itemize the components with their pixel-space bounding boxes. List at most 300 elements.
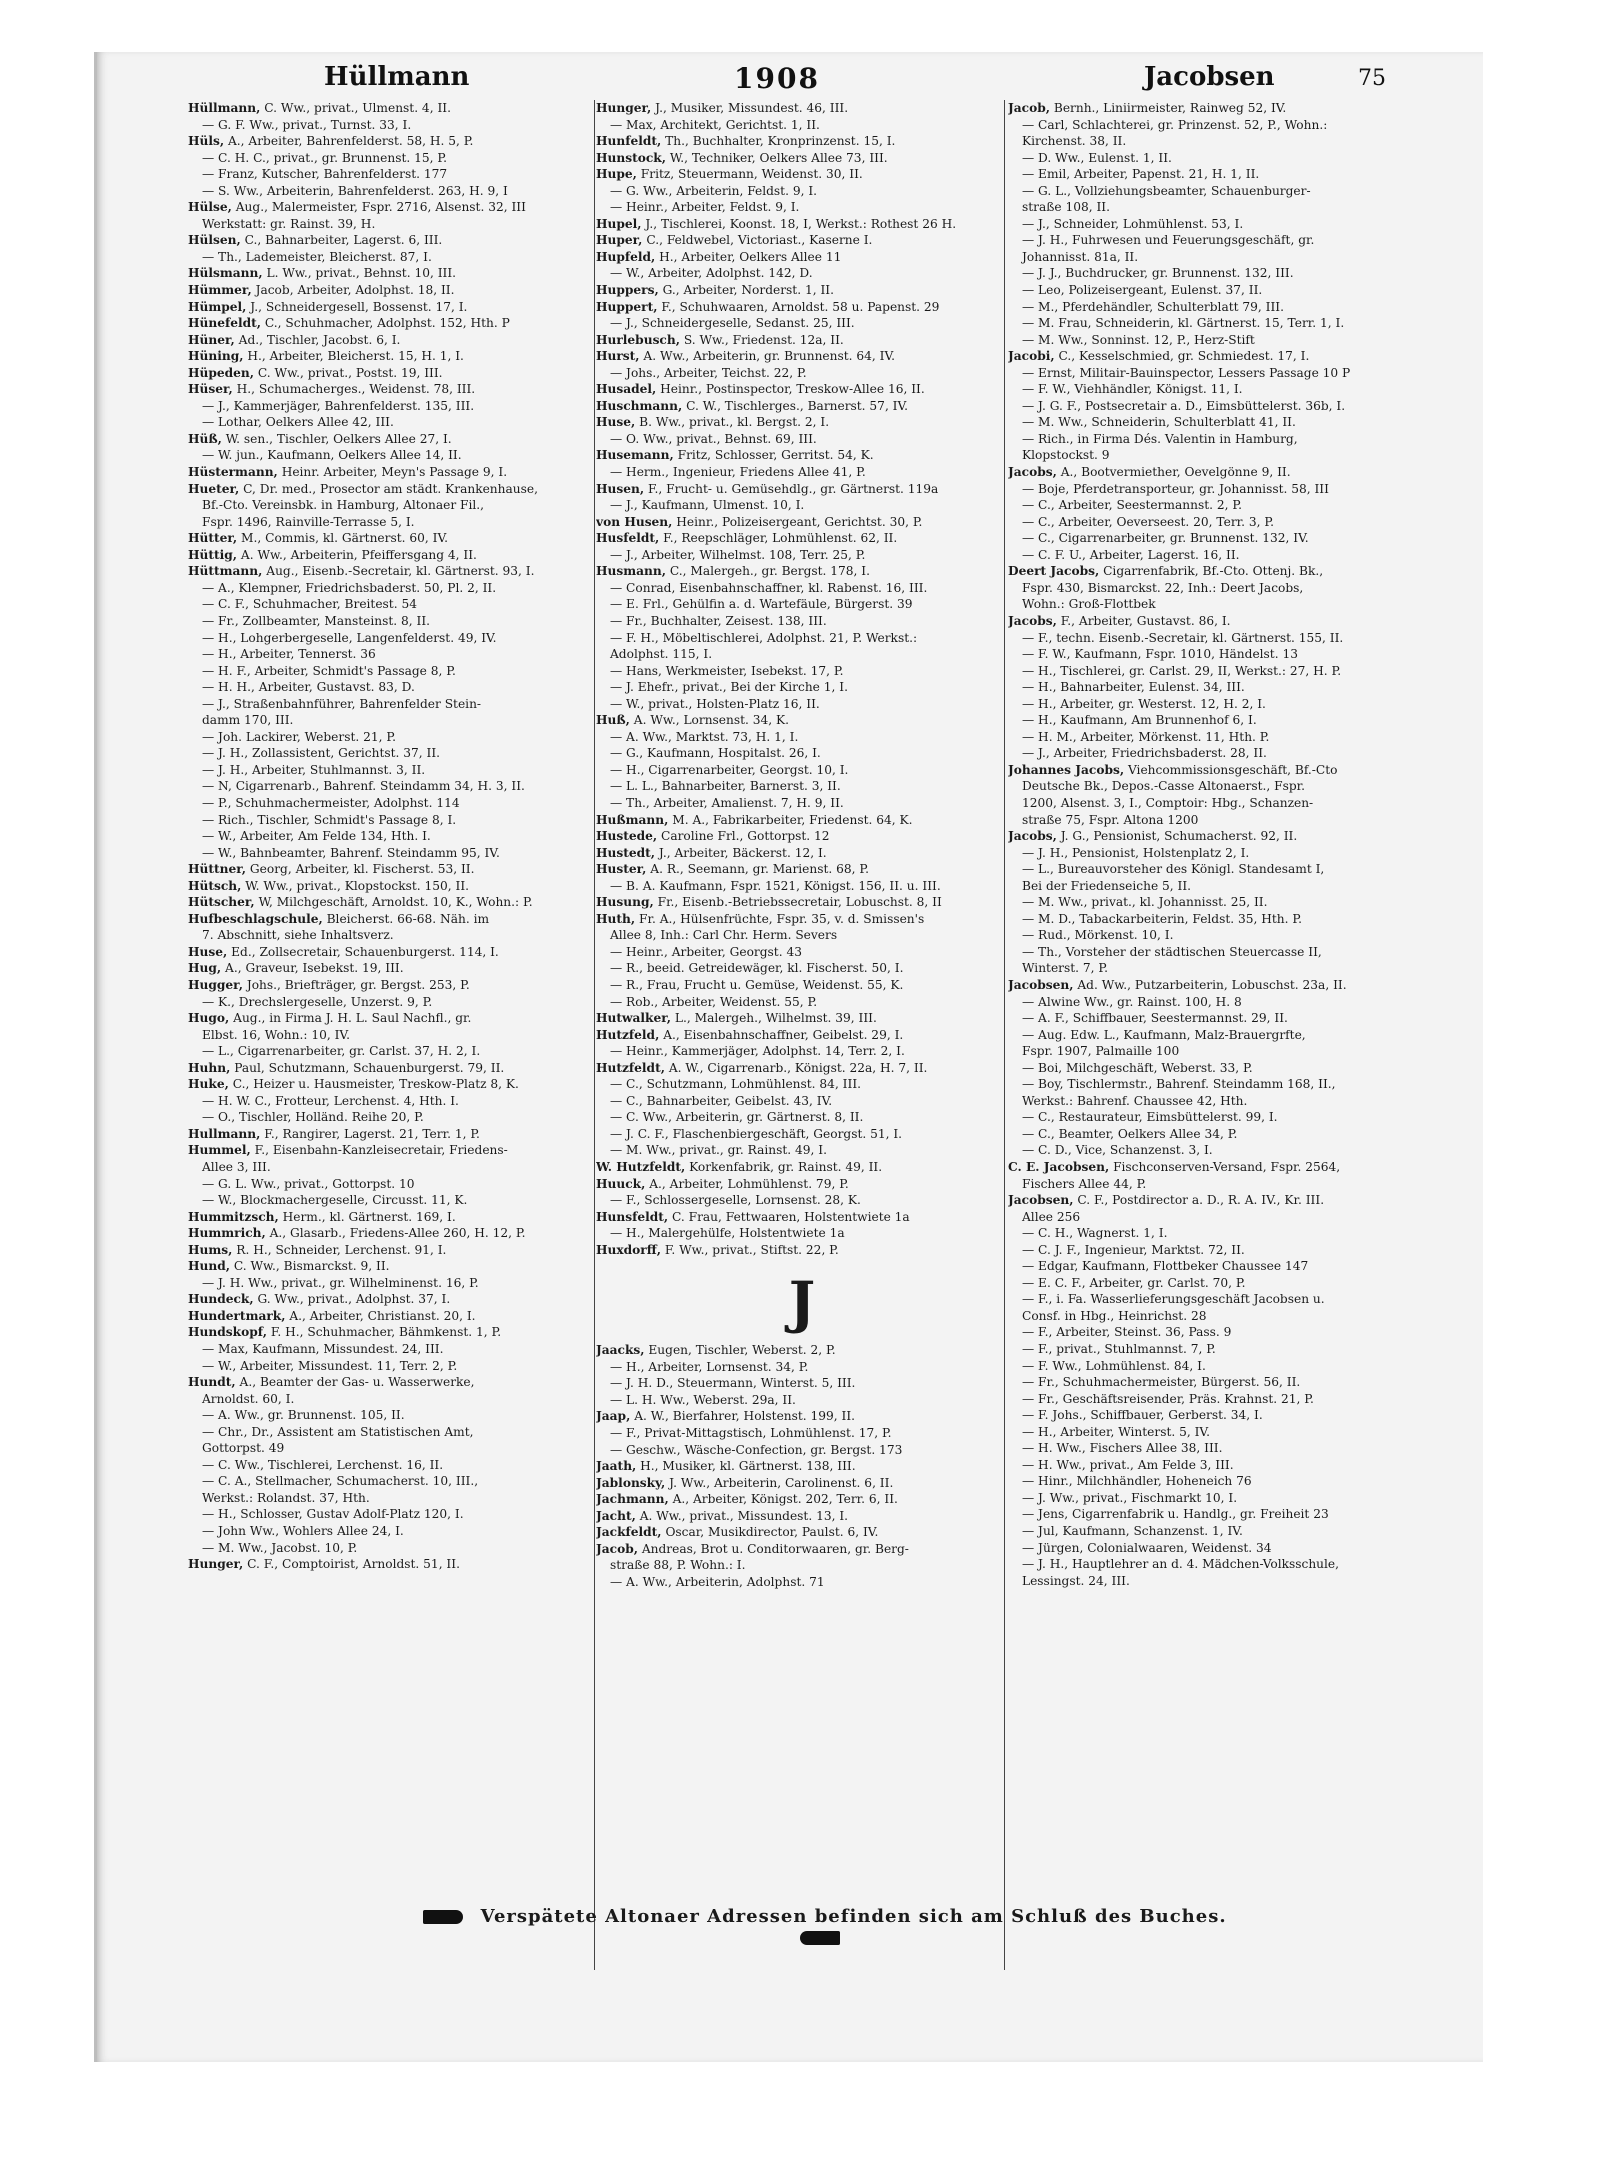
- entry-surname: Hustede,: [596, 829, 658, 844]
- entry-surname: Hullmann,: [188, 1126, 261, 1141]
- entry-details: C., Heizer u. Hausmeister, Treskow-Platz 8, K.: [232, 1077, 519, 1092]
- pointing-hand-icon: [423, 1910, 463, 1924]
- entry-surname: Jaath,: [596, 1459, 637, 1474]
- directory-sub-entry: — W. jun., Kaufmann, Oelkers Allee 14, II.: [202, 448, 462, 463]
- directory-entry: [596, 845, 1008, 862]
- directory-sub-entry: — J., Schneidergeselle, Sedanst. 25, III.: [610, 316, 855, 331]
- entry-details: A., Bootvermiether, Oevelgönne 9, II.: [1060, 465, 1291, 480]
- entry-continuation: Werkst.: Bahrenf. Chaussee 42, Hth.: [1022, 1093, 1248, 1108]
- entry-details: M. A., Fabrikarbeiter, Friedenst. 64, K.: [672, 812, 913, 827]
- entry-details: C, Dr. med., Prosector am städt. Krankenhause,: [243, 481, 538, 496]
- directory-sub-entry: — G. L., Vollziehungsbeamter, Schauenburger-: [1022, 183, 1311, 198]
- directory-sub-entry: — O. Ww., privat., Behnst. 69, III.: [610, 431, 817, 446]
- directory-sub-entry: — H., Arbeiter, Tennerst. 36: [202, 647, 376, 662]
- directory-entry: [596, 232, 1008, 249]
- entry-continuation: Arnoldst. 60, I.: [202, 1391, 295, 1406]
- directory-sub-entry: — J. J., Buchdrucker, gr. Brunnenst. 132, III.: [1022, 266, 1294, 281]
- section-letter: J: [788, 1270, 816, 1337]
- directory-sub-entry: — J., Arbeiter, Friedrichsbaderst. 28, II.: [1022, 746, 1267, 761]
- directory-entry: [188, 365, 600, 382]
- directory-entry: [596, 348, 1008, 365]
- directory-entry: [188, 1142, 600, 1159]
- entry-details: F. Ww., privat., Stiftst. 22, P.: [664, 1242, 839, 1257]
- entry-details: A. Ww., Lornsenst. 34, K.: [633, 713, 790, 728]
- directory-entry: [596, 1027, 1008, 1044]
- entry-details: J. G., Pensionist, Schumacherst. 92, II.: [1060, 829, 1298, 844]
- directory-entry: [596, 398, 1008, 415]
- directory-entry: [188, 381, 600, 398]
- directory-entry: [188, 299, 600, 316]
- directory-entry: [596, 563, 1008, 580]
- entry-details: Jacob, Arbeiter, Adolphst. 18, II.: [255, 283, 455, 298]
- entry-surname: Hufbeschlagschule,: [188, 911, 323, 926]
- entry-details: Paul, Schutzmann, Schauenburgerst. 79, II.: [234, 1060, 505, 1075]
- directory-sub-entry: — Joh. Lackirer, Weberst. 21, P.: [202, 729, 396, 744]
- entry-continuation: Allee 8, Inh.: Carl Chr. Herm. Severs: [610, 928, 838, 943]
- entry-continuation: Fischers Allee 44, P.: [1022, 1176, 1147, 1191]
- entry-details: A. Ww., Arbeiterin, gr. Brunnenst. 64, IV.: [643, 349, 896, 364]
- directory-sub-entry: — F., techn. Eisenb.-Secretair, kl. Gärtnerst. 155, II.: [1022, 630, 1344, 645]
- directory-sub-entry: — J., Kammerjäger, Bahrenfelderst. 135, III.: [202, 398, 475, 413]
- directory-sub-entry: — W., Arbeiter, Adolphst. 142, D.: [610, 266, 813, 281]
- entry-continuation: Deutsche Bk., Depos.-Casse Altonaerst., Fspr.: [1022, 779, 1306, 794]
- directory-entry: [1008, 1159, 1398, 1176]
- entry-details: A., Arbeiter, Christianst. 20, I.: [289, 1308, 476, 1323]
- directory-sub-entry: — Heinr., Kammerjäger, Adolphst. 14, Terr. 2, I.: [610, 1044, 905, 1059]
- directory-entry: [596, 133, 1008, 150]
- entry-surname: Huschmann,: [596, 398, 683, 413]
- entry-surname: Hugger,: [188, 977, 243, 992]
- entry-details: B. Ww., privat., kl. Bergst. 2, I.: [639, 415, 830, 430]
- directory-sub-entry: — A., Klempner, Friedrichsbaderst. 50, Pl. 2, II.: [202, 580, 497, 595]
- directory-entry: [596, 249, 1008, 266]
- entry-surname: Hunstock,: [596, 150, 666, 165]
- directory-sub-entry: — Fr., Zollbeamter, Mansteinst. 8, II.: [202, 613, 431, 628]
- entry-continuation: Allee 256: [1022, 1209, 1081, 1224]
- entry-details: Fritz, Steuermann, Weidenst. 30, II.: [640, 167, 863, 182]
- directory-entry: [596, 299, 1008, 316]
- entry-details: Bleicherst. 66-68. Näh. im: [326, 911, 490, 926]
- directory-sub-entry: — L. H. Ww., Weberst. 29a, II.: [610, 1392, 796, 1407]
- entry-surname: Hunfeldt,: [596, 134, 662, 149]
- directory-entry: [188, 265, 600, 282]
- entry-details: C. Ww., privat., Postst. 19, III.: [257, 365, 443, 380]
- entry-continuation: Johannisst. 81a, II.: [1022, 249, 1139, 264]
- directory-column-2: [596, 100, 1008, 1985]
- directory-sub-entry: — N, Cigarrenarb., Bahrenf. Steindamm 34, H. 3, II.: [202, 779, 525, 794]
- directory-entry: [188, 464, 600, 481]
- entry-surname: Hünefeldt,: [188, 316, 262, 331]
- entry-surname: Jacobi,: [1008, 349, 1055, 364]
- directory-entry: [188, 332, 600, 349]
- directory-sub-entry: — Alwine Ww., gr. Rainst. 100, H. 8: [1022, 994, 1242, 1009]
- directory-sub-entry: — Hans, Werkmeister, Isebekst. 17, P.: [610, 663, 844, 678]
- entry-surname: Hupfeld,: [596, 249, 656, 264]
- entry-details: C. F., Comptoirist, Arnoldst. 51, II.: [247, 1557, 460, 1572]
- directory-sub-entry: — G., Kaufmann, Hospitalst. 26, I.: [610, 746, 821, 761]
- directory-entry: [596, 911, 1008, 928]
- directory-entry: [188, 1225, 600, 1242]
- entry-surname: Jacobs,: [1008, 613, 1057, 628]
- entry-details: A., Arbeiter, Königst. 202, Terr. 6, II.: [672, 1492, 898, 1507]
- directory-entry: [188, 199, 600, 216]
- directory-sub-entry: — C., Beamter, Oelkers Allee 34, P.: [1022, 1126, 1238, 1141]
- entry-continuation: Wohn.: Groß-Flottbek: [1022, 597, 1156, 612]
- directory-sub-entry: — H., Kaufmann, Am Brunnenhof 6, I.: [1022, 713, 1257, 728]
- directory-sub-entry: — Hinr., Milchhändler, Hoheneich 76: [1022, 1474, 1252, 1489]
- directory-sub-entry: — A. Ww., Marktst. 73, H. 1, I.: [610, 729, 799, 744]
- directory-entry: [596, 812, 1008, 829]
- entry-details: Fischconserven-Versand, Fspr. 2564,: [1113, 1160, 1341, 1174]
- entry-details: Fr., Eisenb.-Betriebssecretair, Lobuschst. 8, II: [657, 895, 942, 910]
- entry-details: A. W., Cigarrenarb., Königst. 22a, H. 7, II.: [668, 1060, 928, 1075]
- entry-surname: Huth,: [596, 911, 636, 926]
- directory-sub-entry: — Fr., Schuhmachermeister, Bürgerst. 56, II.: [1022, 1375, 1301, 1390]
- directory-entry: [188, 481, 600, 498]
- directory-sub-entry: — Rich., in Firma Dés. Valentin in Hamburg,: [1022, 431, 1298, 446]
- entry-surname: Hütter,: [188, 531, 238, 546]
- entry-surname: Hümmer,: [188, 283, 252, 298]
- entry-details: W., Techniker, Oelkers Allee 73, III.: [669, 150, 888, 165]
- entry-surname: Hustedt,: [596, 845, 656, 860]
- entry-surname: Hülsmann,: [188, 266, 263, 281]
- entry-continuation: Bei der Friedenseiche 5, II.: [1022, 878, 1192, 893]
- entry-surname: Jacob,: [1008, 101, 1050, 115]
- directory-entry: [596, 828, 1008, 845]
- directory-sub-entry: — Emil, Arbeiter, Papenst. 21, H. 1, II.: [1022, 167, 1260, 182]
- directory-sub-entry: — J. H., Pensionist, Holstenplatz 2, I.: [1022, 845, 1250, 860]
- entry-continuation: Klopstockst. 9: [1022, 448, 1110, 463]
- entry-details: Ad. Ww., Putzarbeiterin, Lobuschst. 23a, II.: [1077, 977, 1347, 992]
- directory-entry: [188, 282, 600, 299]
- entry-details: M., Commis, kl. Gärtnerst. 60, IV.: [241, 531, 448, 546]
- entry-details: H., Arbeiter, Bleicherst. 15, H. 1, I.: [247, 349, 464, 364]
- directory-sub-entry: — A. F., Schiffbauer, Seestermannst. 29, II.: [1022, 1011, 1288, 1026]
- directory-sub-entry: — H., Arbeiter, Lornsenst. 34, P.: [610, 1359, 809, 1374]
- directory-sub-entry: — C., Cigarrenarbeiter, gr. Brunnenst. 132, IV.: [1022, 531, 1309, 546]
- directory-sub-entry: — W., Bahnbeamter, Bahrenf. Steindamm 95, IV.: [202, 845, 500, 860]
- entry-surname: Hüpeden,: [188, 365, 255, 380]
- directory-sub-entry: — C., Arbeiter, Seestermannst. 2, P.: [1022, 498, 1242, 513]
- entry-surname: Huppert,: [596, 299, 658, 314]
- directory-entry: [596, 282, 1008, 299]
- directory-entry: [596, 1508, 1008, 1525]
- entry-details: Korkenfabrik, gr. Rainst. 49, II.: [689, 1160, 883, 1174]
- directory-sub-entry: — F., Schlossergeselle, Lornsenst. 28, K.: [610, 1193, 861, 1208]
- entry-details: W. sen., Tischler, Oelkers Allee 27, I.: [225, 431, 452, 446]
- directory-entry: [1008, 348, 1398, 365]
- entry-continuation: straße 88, P. Wohn.: I.: [610, 1558, 746, 1573]
- directory-sub-entry: — J. H., Fuhrwesen und Feuerungsgeschäft, gr.: [1022, 233, 1315, 248]
- entry-details: Fritz, Schlosser, Gerritst. 54, K.: [677, 448, 874, 463]
- directory-sub-entry: — Jens, Cigarrenfabrik u. Handlg., gr. Freiheit 23: [1022, 1507, 1329, 1522]
- directory-entry: [188, 1324, 600, 1341]
- entry-surname: Hüttig,: [188, 547, 238, 562]
- entry-continuation: Fspr. 1907, Palmaille 100: [1022, 1044, 1180, 1059]
- directory-sub-entry: — J., Schneider, Lohmühlenst. 53, I.: [1022, 216, 1244, 231]
- directory-sub-entry: — P., Schuhmachermeister, Adolphst. 114: [202, 795, 460, 810]
- entry-surname: Hug,: [188, 961, 222, 976]
- directory-sub-entry: — C. H. C., privat., gr. Brunnenst. 15, P.: [202, 150, 447, 165]
- entry-details: Cigarrenfabrik, Bf.-Cto. Ottenj. Bk.,: [1103, 564, 1324, 579]
- entry-continuation: Werkst.: Rolandst. 37, Hth.: [202, 1490, 370, 1505]
- entry-details: F., Frucht- u. Gemüsehdlg., gr. Gärtnerst. 119a: [647, 481, 939, 496]
- directory-sub-entry: — Aug. Edw. L., Kaufmann, Malz-Brauergrfte,: [1022, 1027, 1306, 1042]
- entry-surname: Jacobsen,: [1008, 977, 1074, 992]
- directory-sub-entry: — F., Arbeiter, Steinst. 36, Pass. 9: [1022, 1325, 1232, 1340]
- entry-details: Eugen, Tischler, Weberst. 2, P.: [648, 1343, 836, 1358]
- entry-surname: Jacob,: [596, 1541, 638, 1556]
- entry-continuation: Lessingst. 24, III.: [1022, 1573, 1130, 1588]
- directory-sub-entry: — M. Ww., Schneiderin, Schulterblatt 41, II.: [1022, 415, 1296, 430]
- directory-entry: [188, 1060, 600, 1077]
- entry-details: Georg, Arbeiter, kl. Fischerst. 53, II.: [249, 862, 475, 877]
- entry-details: C., Feldwebel, Victoriast., Kaserne I.: [646, 233, 873, 248]
- entry-continuation: Elbst. 16, Wohn.: 10, IV.: [202, 1027, 350, 1042]
- directory-sub-entry: — Conrad, Eisenbahnschaffner, kl. Rabenst. 16, III.: [610, 580, 928, 595]
- directory-sub-entry: — F. W., Viehhändler, Königst. 11, I.: [1022, 382, 1243, 397]
- directory-entry: [596, 1408, 1008, 1425]
- directory-entry: [188, 1258, 600, 1275]
- directory-sub-entry: — H., Bahnarbeiter, Eulenst. 34, III.: [1022, 680, 1245, 695]
- directory-sub-entry: — J., Kaufmann, Ulmenst. 10, I.: [610, 498, 805, 513]
- entry-surname: C. E. Jacobsen,: [1008, 1160, 1110, 1174]
- directory-entry: [1008, 464, 1398, 481]
- directory-entry: [188, 1291, 600, 1308]
- directory-sub-entry: — F. Ww., Lohmühlenst. 84, I.: [1022, 1358, 1206, 1373]
- entry-details: J., Schneidergesell, Bossenst. 17, I.: [250, 299, 468, 314]
- entry-continuation: Kirchenst. 38, II.: [1022, 134, 1127, 149]
- entry-surname: Hütscher,: [188, 895, 255, 910]
- entry-details: A. Ww., Arbeiterin, Pfeiffersgang 4, II.: [240, 547, 477, 562]
- entry-continuation: Gottorpst. 49: [202, 1441, 285, 1456]
- directory-entry: [1008, 762, 1398, 779]
- directory-sub-entry: — M. Ww., Jacobst. 10, P.: [202, 1540, 358, 1555]
- directory-entry: [596, 530, 1008, 547]
- entry-surname: Huke,: [188, 1077, 229, 1092]
- directory-sub-entry: — B. A. Kaufmann, Fspr. 1521, Königst. 156, II. u. III.: [610, 878, 941, 893]
- directory-sub-entry: — Fr., Geschäftsreisender, Präs. Krahnst. 21, P.: [1022, 1391, 1314, 1406]
- directory-sub-entry: — J., Arbeiter, Wilhelmst. 108, Terr. 25, P.: [610, 547, 866, 562]
- directory-sub-entry: — S. Ww., Arbeiterin, Bahrenfelderst. 263, H. 9, I: [202, 183, 508, 198]
- entry-details: J. Ww., Arbeiterin, Carolinenst. 6, II.: [669, 1475, 894, 1490]
- directory-sub-entry: — Th., Lademeister, Bleicherst. 87, I.: [202, 249, 432, 264]
- directory-sub-entry: — H. M., Arbeiter, Mörkenst. 11, Hth. P.: [1022, 729, 1270, 744]
- directory-entry: [596, 332, 1008, 349]
- directory-sub-entry: — A. Ww., Arbeiterin, Adolphst. 71: [610, 1574, 825, 1589]
- directory-sub-entry: — Max, Architekt, Gerichtst. 1, II.: [610, 117, 820, 132]
- entry-details: Heinr., Postinspector, Treskow-Allee 16, II.: [660, 382, 925, 397]
- directory-sub-entry: — Heinr., Arbeiter, Georgst. 43: [610, 944, 802, 959]
- entry-details: Bernh., Liniirmeister, Rainweg 52, IV.: [1053, 101, 1287, 115]
- directory-sub-entry: — H., Arbeiter, Winterst. 5, IV.: [1022, 1424, 1210, 1439]
- directory-sub-entry: — Rob., Arbeiter, Weidenst. 55, P.: [610, 994, 818, 1009]
- entry-surname: Hüttmann,: [188, 564, 263, 579]
- directory-sub-entry: — H., Cigarrenarbeiter, Georgst. 10, I.: [610, 762, 849, 777]
- directory-sub-entry: — J. G. F., Postsecretair a. D., Eimsbüttelerst. 36b, I.: [1022, 398, 1346, 413]
- directory-sub-entry: — Jürgen, Colonialwaaren, Weidenst. 34: [1022, 1540, 1272, 1555]
- entry-surname: Jacobs,: [1008, 465, 1057, 480]
- directory-sub-entry: — O., Tischler, Holländ. Reihe 20, P.: [202, 1110, 424, 1125]
- directory-entry: [596, 514, 1008, 531]
- directory-sub-entry: — F. W., Kaufmann, Fspr. 1010, Händelst. 13: [1022, 647, 1298, 662]
- directory-entry: [188, 1126, 600, 1143]
- directory-sub-entry: — G. F. Ww., privat., Turnst. 33, I.: [202, 117, 412, 132]
- entry-details: G. Ww., privat., Adolphst. 37, I.: [257, 1292, 451, 1307]
- entry-surname: Hüser,: [188, 382, 233, 397]
- directory-sub-entry: — C. Ww., Arbeiterin, gr. Gärtnerst. 8, II.: [610, 1110, 864, 1125]
- directory-entry: [1008, 613, 1398, 630]
- entry-continuation: straße 108, II.: [1022, 200, 1110, 215]
- entry-surname: Hüß,: [188, 431, 222, 446]
- directory-sub-entry: — M. Ww., privat., kl. Johannisst. 25, II.: [1022, 895, 1268, 910]
- page-number: 75: [1358, 66, 1386, 91]
- entry-surname: Hummrich,: [188, 1226, 266, 1241]
- entry-details: C. Ww., Bismarckst. 9, II.: [233, 1259, 390, 1274]
- directory-entry: [188, 315, 600, 332]
- entry-continuation: straße 75, Fspr. Altona 1200: [1022, 812, 1199, 827]
- entry-surname: Huper,: [596, 233, 643, 248]
- directory-sub-entry: — Edgar, Kaufmann, Flottbeker Chaussee 147: [1022, 1259, 1309, 1274]
- directory-entry: [188, 1010, 600, 1027]
- entry-continuation: Winterst. 7, P.: [1022, 961, 1109, 976]
- directory-entry: [188, 1076, 600, 1093]
- directory-sub-entry: — E. C. F., Arbeiter, gr. Carlst. 70, P.: [1022, 1275, 1246, 1290]
- entry-continuation: 1200, Alsenst. 3, I., Comptoir: Hbg., Schanzen-: [1022, 795, 1314, 810]
- directory-sub-entry: — J. H. D., Steuermann, Winterst. 5, III.: [610, 1376, 856, 1391]
- directory-sub-entry: — H., Lohgerbergeselle, Langenfelderst. 49, IV.: [202, 630, 497, 645]
- entry-surname: Husmann,: [596, 564, 666, 579]
- entry-surname: Husfeldt,: [596, 531, 660, 546]
- entry-details: H., Schumacherges., Weidenst. 78, III.: [236, 382, 476, 397]
- directory-entry: [188, 944, 600, 961]
- entry-details: H., Arbeiter, Oelkers Allee 11: [659, 249, 842, 264]
- entry-details: Viehcommissionsgeschäft, Bf.-Cto: [1127, 762, 1338, 777]
- entry-details: Ed., Zollsecretair, Schauenburgerst. 114, I.: [231, 944, 499, 959]
- directory-sub-entry: — M., Pferdehändler, Schulterblatt 79, III.: [1022, 299, 1284, 314]
- entry-details: L. Ww., privat., Behnst. 10, III.: [266, 266, 457, 281]
- entry-details: Heinr., Polizeisergeant, Gerichtst. 30, P.: [676, 514, 923, 529]
- directory-entry: [188, 547, 600, 564]
- entry-details: A. W., Bierfahrer, Holstenst. 199, II.: [634, 1409, 856, 1424]
- entry-surname: Jacht,: [596, 1508, 636, 1523]
- directory-sub-entry: — C., Arbeiter, Oeverseest. 20, Terr. 3, P.: [1022, 514, 1274, 529]
- entry-surname: Hundertmark,: [188, 1308, 286, 1323]
- directory-column-1: [188, 100, 600, 1985]
- entry-surname: Huhn,: [188, 1060, 231, 1075]
- entry-details: A. R., Seemann, gr. Marienst. 68, P.: [650, 862, 869, 877]
- entry-surname: Hüls,: [188, 134, 225, 149]
- directory-sub-entry: — L., Bureauvorsteher des Königl. Standesamt I,: [1022, 862, 1325, 877]
- directory-entry: [1008, 100, 1398, 117]
- directory-sub-entry: — Chr., Dr., Assistent am Statistischen Amt,: [202, 1424, 474, 1439]
- entry-surname: Jackfeldt,: [596, 1525, 662, 1540]
- directory-sub-entry: — C., Restaurateur, Eimsbüttelerst. 99, I.: [1022, 1110, 1278, 1125]
- entry-surname: Hüning,: [188, 349, 244, 364]
- directory-sub-entry: — J. Ehefr., privat., Bei der Kirche 1, I.: [610, 680, 848, 695]
- entry-details: W, Milchgeschäft, Arnoldst. 10, K., Wohn.: P.: [258, 895, 533, 910]
- directory-sub-entry: — Lothar, Oelkers Allee 42, III.: [202, 415, 394, 430]
- entry-surname: Hunger,: [596, 101, 652, 115]
- footer-text: Verspätete Altonaer Adressen befinden sich am Schluß des Buches.: [480, 1906, 1227, 1927]
- directory-entry: [188, 1209, 600, 1226]
- entry-surname: Huxdorff,: [596, 1242, 661, 1257]
- directory-sub-entry: — C. A., Stellmacher, Schumacherst. 10, III.,: [202, 1474, 479, 1489]
- entry-details: F., Reepschläger, Lohmühlenst. 62, II.: [663, 531, 898, 546]
- entry-continuation: Werkstatt: gr. Rainst. 39, H.: [202, 216, 376, 231]
- directory-sub-entry: — Geschw., Wäsche-Confection, gr. Bergst. 173: [610, 1442, 903, 1457]
- directory-entry: [596, 481, 1008, 498]
- entry-surname: Huster,: [596, 862, 647, 877]
- directory-sub-entry: — C., Bahnarbeiter, Geibelst. 43, IV.: [610, 1093, 833, 1108]
- entry-details: C., Kesselschmied, gr. Schmiedest. 17, I.: [1058, 349, 1310, 364]
- entry-details: Herm., kl. Gärtnerst. 169, I.: [282, 1209, 456, 1224]
- directory-entry: [188, 960, 600, 977]
- directory-sub-entry: — Rich., Tischler, Schmidt's Passage 8, I.: [202, 812, 457, 827]
- directory-entry: [596, 1159, 1008, 1176]
- directory-sub-entry: — C. J. F., Ingenieur, Marktst. 72, II.: [1022, 1242, 1245, 1257]
- directory-entry: [596, 1342, 1008, 1359]
- directory-sub-entry: — Boy, Tischlermstr., Bahrenf. Steindamm 168, II.,: [1022, 1077, 1336, 1092]
- entry-details: C. F., Postdirector a. D., R. A. IV., Kr. III.: [1077, 1193, 1325, 1208]
- directory-entry: [188, 1374, 600, 1391]
- directory-sub-entry: — J. Ww., privat., Fischmarkt 10, I.: [1022, 1490, 1238, 1505]
- entry-details: S. Ww., Friedenst. 12a, II.: [683, 332, 844, 347]
- entry-surname: Hutzfeldt,: [596, 1060, 665, 1075]
- entry-surname: Hußmann,: [596, 812, 669, 827]
- directory-entry: [1008, 563, 1398, 580]
- entry-details: F., Eisenbahn-Kanzleisecretair, Friedens-: [254, 1143, 508, 1158]
- directory-sub-entry: — G. L. Ww., privat., Gottorpst. 10: [202, 1176, 415, 1191]
- directory-entry: [188, 348, 600, 365]
- directory-sub-entry: — H. Ww., privat., Am Felde 3, III.: [1022, 1457, 1234, 1472]
- directory-sub-entry: — Th., Arbeiter, Amalienst. 7, H. 9, II.: [610, 795, 844, 810]
- directory-sub-entry: — Jul, Kaufmann, Schanzenst. 1, IV.: [1022, 1524, 1243, 1539]
- directory-sub-entry: — J., Straßenbahnführer, Bahrenfelder Stein-: [202, 696, 482, 711]
- directory-sub-entry: — C. F. U., Arbeiter, Lagerst. 16, II.: [1022, 547, 1240, 562]
- directory-entry: [596, 1209, 1008, 1226]
- entry-surname: Hüner,: [188, 332, 235, 347]
- entry-continuation: Consf. in Hbg., Heinrichst. 28: [1022, 1308, 1207, 1323]
- entry-details: F., Schuhwaaren, Arnoldst. 58 u. Papenst. 29: [661, 299, 940, 314]
- entry-surname: Hunsfeldt,: [596, 1209, 669, 1224]
- directory-sub-entry: — Boje, Pferdetransporteur, gr. Johannisst. 58, III: [1022, 481, 1329, 496]
- entry-details: Aug., in Firma J. H. L. Saul Nachfl., gr.: [233, 1011, 472, 1026]
- directory-entry: [188, 133, 600, 150]
- directory-sub-entry: — Fr., Buchhalter, Zeisest. 138, III.: [610, 613, 827, 628]
- directory-sub-entry: — R., beeid. Getreidewäger, kl. Fischerst. 50, I.: [610, 961, 904, 976]
- directory-sub-entry: — H. F., Arbeiter, Schmidt's Passage 8, P.: [202, 663, 456, 678]
- entry-details: F., Arbeiter, Gustavst. 86, I.: [1060, 613, 1231, 628]
- header-first-entry: Hüllmann: [324, 62, 470, 92]
- directory-sub-entry: — H. Ww., Fischers Allee 38, III.: [1022, 1441, 1223, 1456]
- entry-details: J., Arbeiter, Bäckerst. 12, I.: [658, 845, 827, 860]
- entry-details: C., Bahnarbeiter, Lagerst. 6, III.: [244, 233, 443, 248]
- entry-details: R. H., Schneider, Lerchenst. 91, I.: [236, 1242, 447, 1257]
- entry-details: A., Glasarb., Friedens-Allee 260, H. 12, P.: [269, 1226, 526, 1241]
- entry-continuation: Allee 3, III.: [202, 1160, 271, 1174]
- directory-entry: [188, 100, 600, 117]
- directory-entry: [596, 166, 1008, 183]
- entry-details: A. Ww., privat., Missundest. 13, I.: [639, 1508, 849, 1523]
- directory-sub-entry: — C. H., Wagnerst. 1, I.: [1022, 1226, 1168, 1241]
- entry-details: A., Eisenbahnschaffner, Geibelst. 29, I.: [663, 1027, 904, 1042]
- entry-surname: Hund,: [188, 1259, 231, 1274]
- entry-details: Caroline Frl., Gottorpst. 12: [661, 829, 830, 844]
- directory-entry: [596, 447, 1008, 464]
- directory-entry: [1008, 1192, 1398, 1209]
- directory-column-3: [1008, 100, 1398, 1985]
